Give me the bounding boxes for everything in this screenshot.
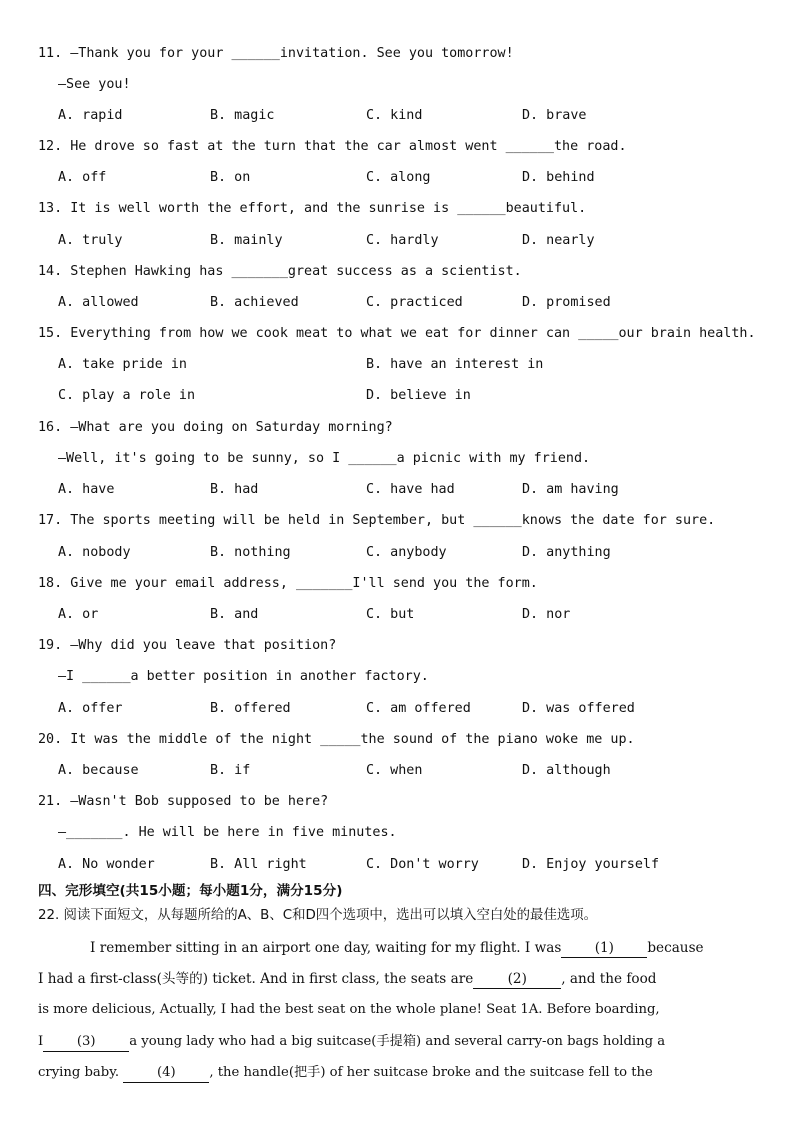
option-d[interactable]: D. anything (522, 545, 611, 560)
option-c[interactable]: C. when (366, 763, 423, 778)
option-b[interactable]: B. mainly (210, 233, 283, 248)
option-c[interactable]: C. hardly (366, 233, 439, 248)
option-b[interactable]: B. on (210, 170, 251, 185)
question-14-stem: 14. Stephen Hawking has _______great success as a scientist. (38, 264, 522, 279)
option-a[interactable]: A. allowed (58, 295, 139, 310)
question-15-options-row2 (58, 387, 764, 405)
blank-2[interactable]: (2) (473, 970, 561, 989)
option-a[interactable]: A. truly (58, 233, 123, 248)
option-a[interactable]: A. offer (58, 701, 123, 716)
question-15-options-row1 (58, 356, 764, 374)
question-12-stem: 12. He drove so fast at the turn that the car almost went ______the road. (38, 139, 627, 154)
question-21-reply: —_______. He will be here in five minutes. (58, 825, 397, 840)
blank-3[interactable]: (3) (43, 1033, 129, 1052)
blank-4[interactable]: (4) (123, 1064, 209, 1083)
option-a[interactable]: A. nobody (58, 545, 131, 560)
option-a[interactable]: A. because (58, 763, 139, 778)
option-d[interactable]: D. am having (522, 482, 619, 497)
option-c[interactable]: C. anybody (366, 545, 447, 560)
option-d[interactable]: D. Enjoy yourself (522, 857, 660, 872)
question-16-stem: 16. —What are you doing on Saturday morning? (38, 420, 393, 435)
question-21-stem: 21. —Wasn't Bob supposed to be here? (38, 794, 329, 809)
question-16-reply: —Well, it's going to be sunny, so I ______a picnic with my friend. (58, 451, 591, 466)
passage-line-4 (38, 1033, 758, 1052)
option-c[interactable]: C. am offered (366, 701, 471, 716)
option-b[interactable]: B. have an interest in (366, 357, 544, 372)
option-d[interactable]: D. although (522, 763, 611, 778)
option-d[interactable]: D. nearly (522, 233, 595, 248)
option-b[interactable]: B. achieved (210, 295, 299, 310)
section-instruction: 22. 阅读下面短文，从每题所给的A、B、C和D四个选项中，选出可以填入空白处的最佳选项。 (38, 908, 598, 923)
passage-text: a young lady who had a big suitcase(手提箱) and several carry-on bags holding a (129, 1034, 666, 1049)
option-b[interactable]: B. magic (210, 108, 275, 123)
question-12-options (58, 169, 764, 187)
question-13-options (58, 232, 764, 250)
option-a[interactable]: A. No wonder (58, 857, 155, 872)
question-11-options (58, 107, 764, 125)
option-d[interactable]: D. brave (522, 108, 587, 123)
option-b[interactable]: B. nothing (210, 545, 291, 560)
option-c[interactable]: C. Don't worry (366, 857, 479, 872)
option-c[interactable]: C. kind (366, 108, 423, 123)
question-19-options (58, 700, 764, 718)
question-19-stem: 19. —Why did you leave that position? (38, 638, 337, 653)
option-b[interactable]: B. and (210, 607, 259, 622)
question-15-stem: 15. Everything from how we cook meat to what we eat for dinner can _____our brain health. (38, 326, 756, 341)
option-c[interactable]: C. but (366, 607, 415, 622)
question-11-stem: 11. —Thank you for your ______invitation. See you tomorrow! (38, 46, 514, 61)
option-d[interactable]: D. nor (522, 607, 571, 622)
option-d[interactable]: D. was offered (522, 701, 635, 716)
passage-line-5 (38, 1064, 758, 1083)
question-20-options (58, 762, 764, 780)
blank-1[interactable]: (1) (561, 939, 647, 958)
passage-line-2 (38, 970, 758, 989)
option-b[interactable]: B. offered (210, 701, 291, 716)
section-title: 四、完形填空(共15小题；每小题1分，满分15分) (38, 883, 343, 899)
passage-text: because (647, 940, 704, 956)
option-c[interactable]: C. have had (366, 482, 455, 497)
passage-text: , the handle(把手) of her suitcase broke and the suitcase fell to the (209, 1065, 653, 1080)
option-a[interactable]: A. take pride in (58, 357, 187, 372)
question-13-stem: 13. It is well worth the effort, and the sunrise is ______beautiful. (38, 201, 587, 216)
question-11-reply: —See you! (58, 77, 131, 92)
question-21-options (58, 856, 764, 874)
passage-text: I (38, 1034, 44, 1049)
passage-line-1 (38, 939, 758, 958)
passage-text: I had a first-class(头等的) ticket. And in first class, the seats are (38, 971, 474, 987)
question-18-options (58, 606, 764, 624)
option-b[interactable]: B. had (210, 482, 259, 497)
question-18-stem: 18. Give me your email address, _______I'll send you the form. (38, 576, 538, 591)
passage-line-3: is more delicious, Actually, I had the best seat on the whole plane! Seat 1A. Before boarding, (38, 1002, 660, 1017)
passage-text: , and the food (561, 971, 657, 987)
option-b[interactable]: B. if (210, 763, 251, 778)
question-14-options (58, 294, 764, 312)
option-b[interactable]: B. All right (210, 857, 307, 872)
option-c[interactable]: C. practiced (366, 295, 463, 310)
option-c[interactable]: C. along (366, 170, 431, 185)
option-a[interactable]: A. have (58, 482, 115, 497)
option-a[interactable]: A. or (58, 607, 99, 622)
option-d[interactable]: D. behind (522, 170, 595, 185)
question-16-options (58, 481, 764, 499)
option-a[interactable]: A. off (58, 170, 107, 185)
option-d[interactable]: D. believe in (366, 388, 471, 403)
option-c[interactable]: C. play a role in (58, 388, 196, 403)
question-20-stem: 20. It was the middle of the night _____the sound of the piano woke me up. (38, 732, 635, 747)
option-d[interactable]: D. promised (522, 295, 611, 310)
question-19-reply: —I ______a better position in another factory. (58, 669, 429, 684)
question-17-options (58, 544, 764, 562)
passage-text: crying baby. (38, 1065, 120, 1080)
option-a[interactable]: A. rapid (58, 108, 123, 123)
passage-text: I remember sitting in an airport one day, waiting for my flight. I was (90, 940, 562, 956)
question-17-stem: 17. The sports meeting will be held in September, but ______knows the date for sure. (38, 513, 716, 528)
